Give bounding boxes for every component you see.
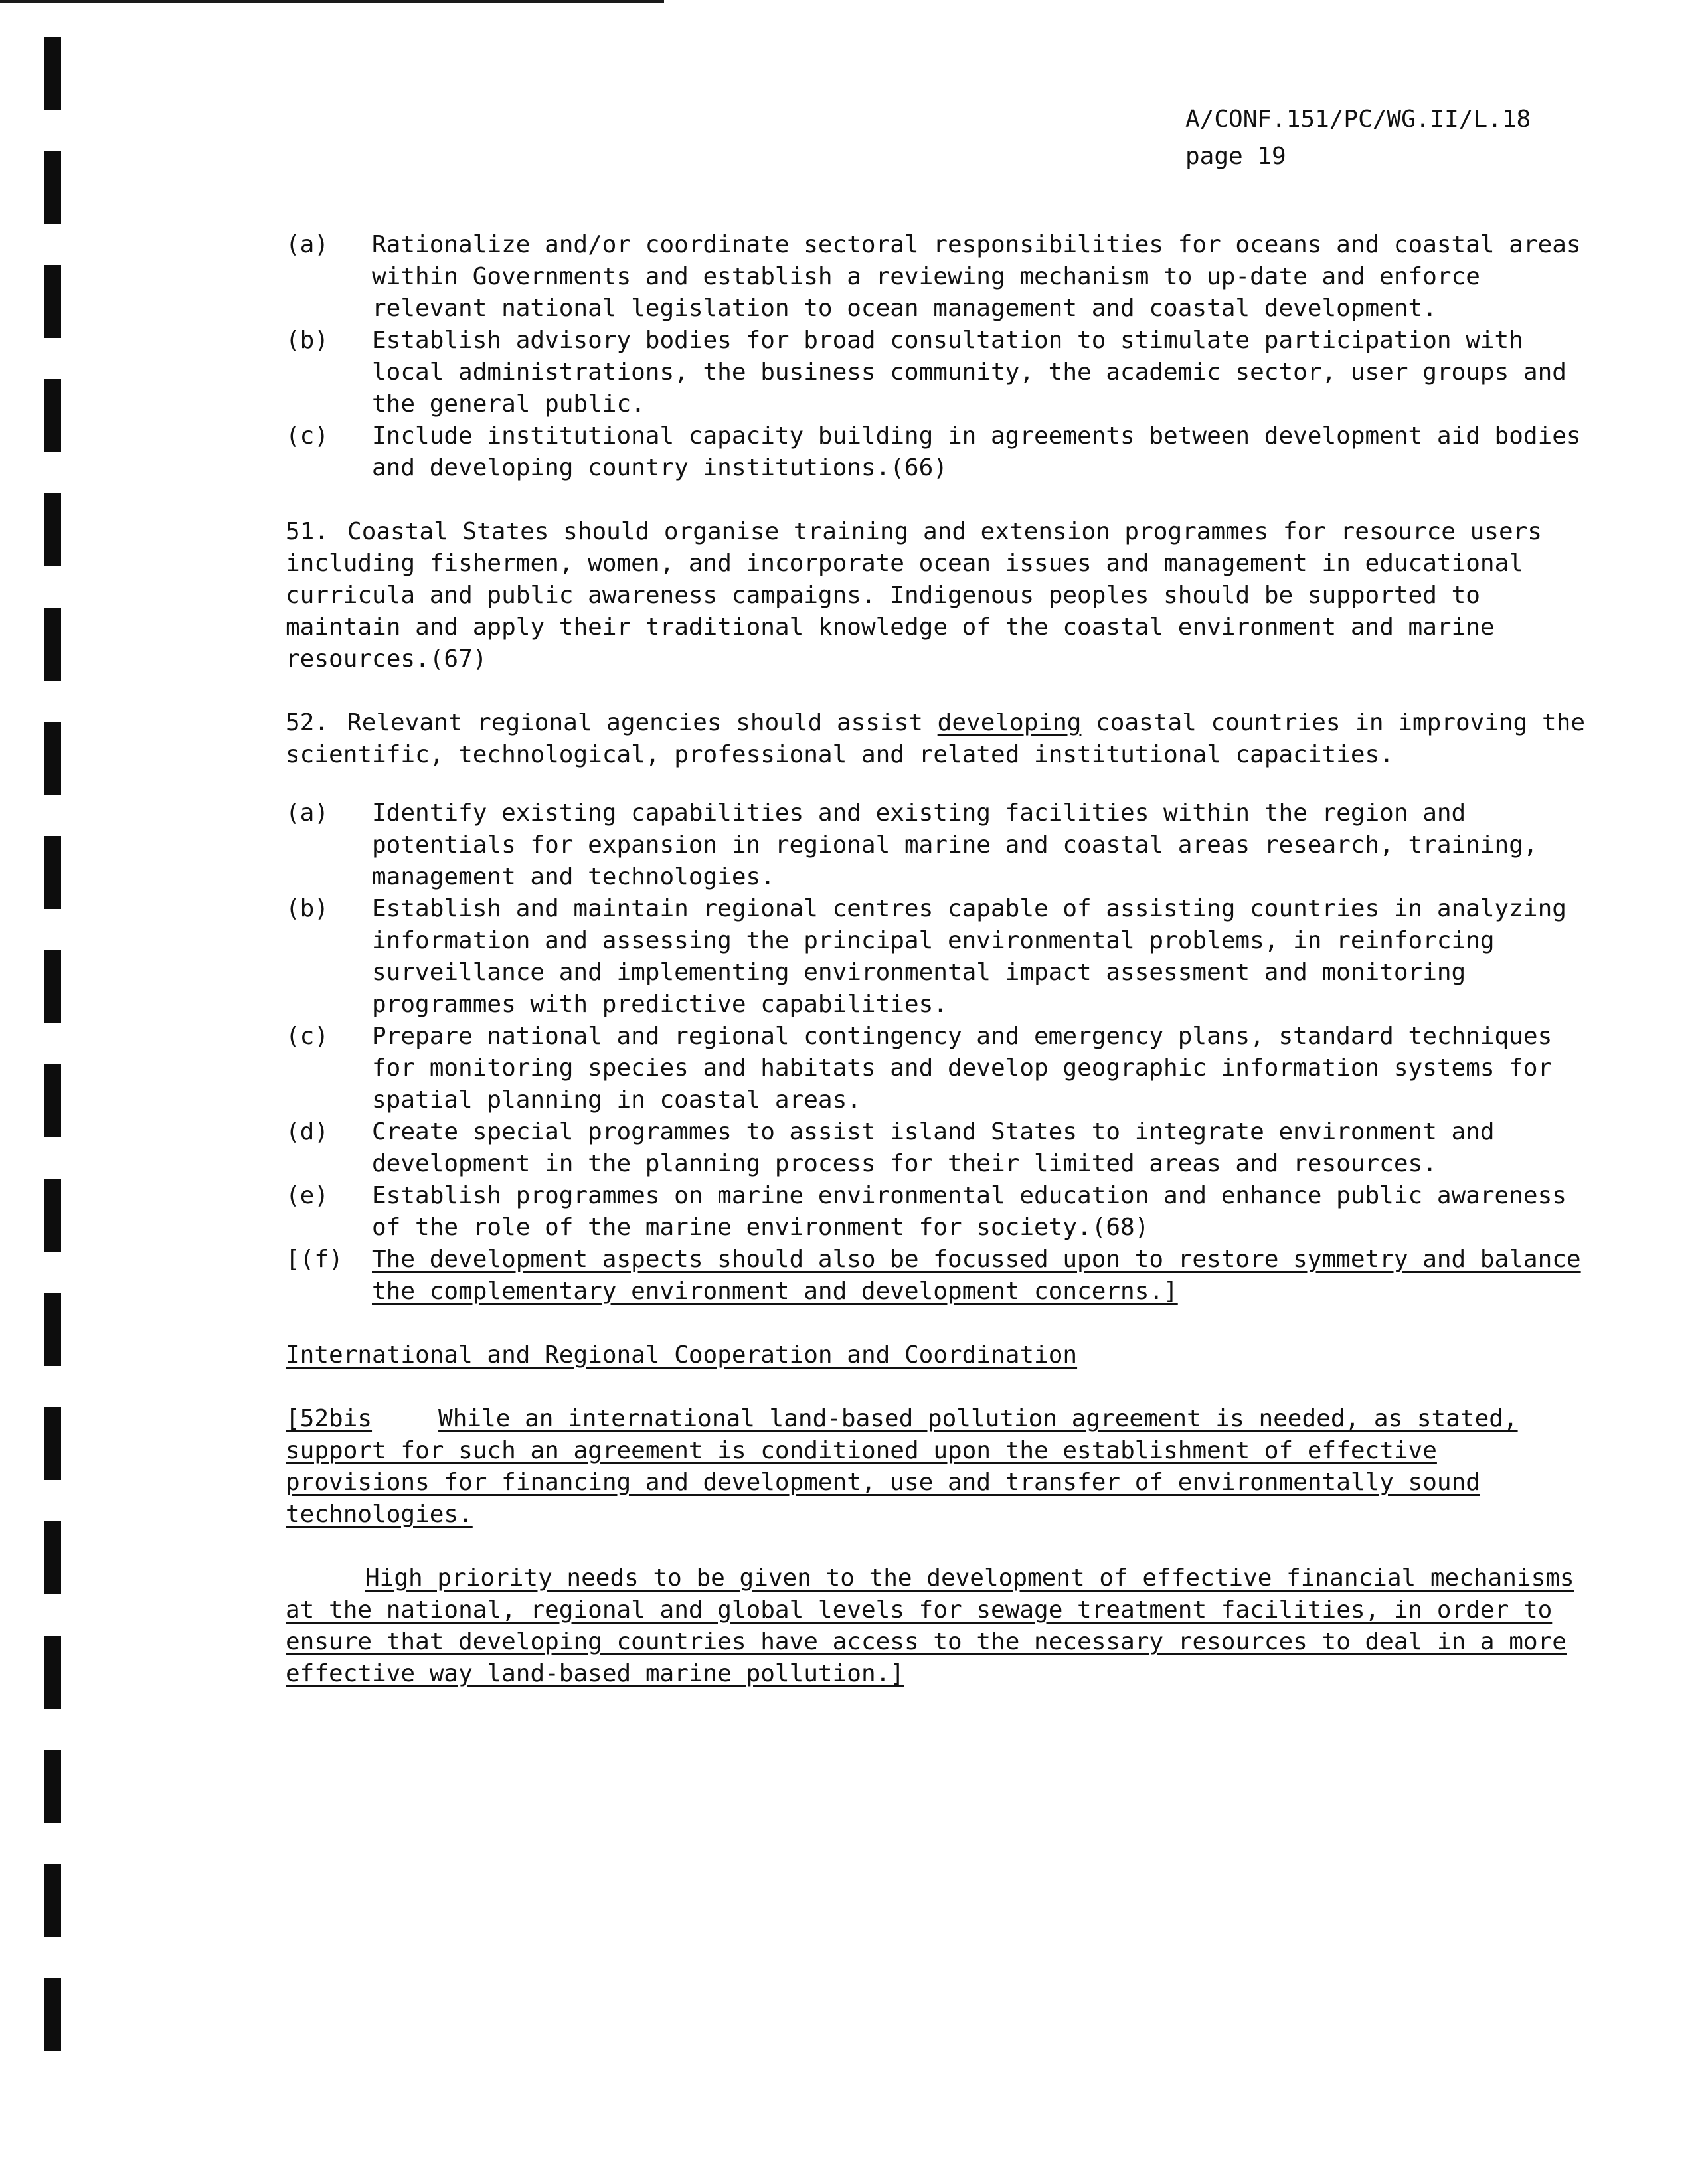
- binding-mark: [44, 1293, 61, 1366]
- list-item: [286, 325, 1587, 420]
- item-label: [(f): [286, 1246, 343, 1273]
- section-heading: International and Regional Cooperation and Coordination: [286, 1341, 1078, 1369]
- item-label: (b): [286, 895, 329, 922]
- paragraph-52bis-continued: High priority needs to be given to the development of effective financial mechanisms at the national, regional and global levels for sewage treatment facilities, in order to ensure that developing countries have access to the necessary resources to deal in a more effective way land-based marine pollution.]: [286, 1564, 1574, 1687]
- binding-mark: [44, 37, 61, 110]
- list-item: [286, 420, 1587, 484]
- item-text: Create special programmes to assist island States to integrate environment and development in the planning process for their limited areas and resources.: [372, 1118, 1495, 1177]
- binding-mark: [44, 1521, 61, 1594]
- binding-mark: [44, 608, 61, 681]
- item-text: Include institutional capacity building in agreements between development aid bodies and developing country institutions.(66): [372, 422, 1581, 481]
- underlined-word: developing: [937, 709, 1082, 736]
- list-item: [286, 893, 1587, 1021]
- binding-mark: [44, 379, 61, 452]
- document-header: [1185, 101, 1531, 175]
- binding-mark: [44, 265, 61, 338]
- item-text: Establish programmes on marine environmental education and enhance public awareness of the role of the marine environment for society.(68): [372, 1182, 1567, 1241]
- item-label: (e): [286, 1182, 329, 1209]
- binding-mark: [44, 722, 61, 795]
- list-item: [286, 1180, 1587, 1244]
- list-items-a-c: [286, 229, 1587, 484]
- paragraph-number: 51.: [286, 518, 329, 545]
- document-symbol: A/CONF.151/PC/WG.II/L.18: [1185, 106, 1531, 133]
- binding-mark: [44, 1750, 61, 1823]
- item-text: Identify existing capabilities and existing facilities within the region and potentials for expansion in regional marine and coastal areas research, training, management and technologies.: [372, 799, 1538, 890]
- paragraph-text: Coastal States should organise training and extension programmes for resource users including fishermen, women, and incorporate ocean issues and management in educational curricula and public awareness campaigns. Indigenous peoples should be supported to maintain and apply their traditional knowledge of the coastal environment and marine resources.(67): [286, 518, 1542, 673]
- item-label: (d): [286, 1118, 329, 1145]
- binding-mark: [44, 493, 61, 566]
- list-items-a-e: [286, 798, 1587, 1307]
- list-item: [286, 1021, 1587, 1116]
- list-item: [286, 1116, 1587, 1180]
- paragraph-52bis: [286, 1403, 1587, 1531]
- page-number: page 19: [1185, 143, 1286, 170]
- item-text: Prepare national and regional contingency and emergency plans, standard techniques for monitoring species and habitats and develop geographic information systems for spatial planning in coastal areas.: [372, 1023, 1553, 1114]
- paragraph-text: While an international land-based pollution agreement is needed, as stated, support for such an agreement is conditioned upon the establishment of effective provisions for financing and development, use and transfer of environmentally sound technologies.: [286, 1405, 1518, 1528]
- item-label: (c): [286, 422, 329, 450]
- item-text: Establish advisory bodies for broad consultation to stimulate participation with local administrations, the business community, the academic sector, user groups and the general public.: [372, 327, 1567, 418]
- binding-mark: [44, 1636, 61, 1709]
- binding-mark: [44, 1179, 61, 1252]
- top-rule: [0, 0, 664, 3]
- item-text: The development aspects should also be focussed upon to restore symmetry and balance the complementary environment and development concerns.]: [372, 1246, 1581, 1305]
- item-text: Rationalize and/or coordinate sectoral responsibilities for oceans and coastal areas within Governments and establish a reviewing mechanism to up-date and enforce relevant national legislation to ocean management and coastal development.: [372, 231, 1581, 322]
- binding-mark: [44, 950, 61, 1023]
- list-item-bracketed: [286, 1244, 1587, 1307]
- binding-mark: [44, 1064, 61, 1137]
- paragraph-52: [286, 707, 1587, 771]
- paragraph-51: [286, 516, 1587, 675]
- item-label: (a): [286, 231, 329, 258]
- binding-marks: [44, 37, 64, 2135]
- item-text: Establish and maintain regional centres capable of assisting countries in analyzing information and assessing the principal environmental problems, in reinforcing surveillance and implementing environmental impact assessment and monitoring programmes with predictive capabilities.: [372, 895, 1567, 1018]
- list-item: [286, 798, 1587, 893]
- paragraph-label: [52bis: [286, 1405, 373, 1432]
- binding-mark: [44, 1864, 61, 1937]
- paragraph-number: 52.: [286, 709, 329, 736]
- document-body: [286, 229, 1587, 1690]
- binding-mark: [44, 1407, 61, 1480]
- paragraph-text-before: Relevant regional agencies should assist: [347, 709, 923, 736]
- paragraph-text-after: coastal countries in improving the scientific, technological, professional and related institutional capacities.: [286, 709, 1586, 768]
- binding-mark: [44, 836, 61, 909]
- list-item: [286, 229, 1587, 325]
- item-label: (b): [286, 327, 329, 354]
- item-label: (a): [286, 799, 329, 827]
- item-label: (c): [286, 1023, 329, 1050]
- binding-mark: [44, 1978, 61, 2051]
- binding-mark: [44, 151, 61, 224]
